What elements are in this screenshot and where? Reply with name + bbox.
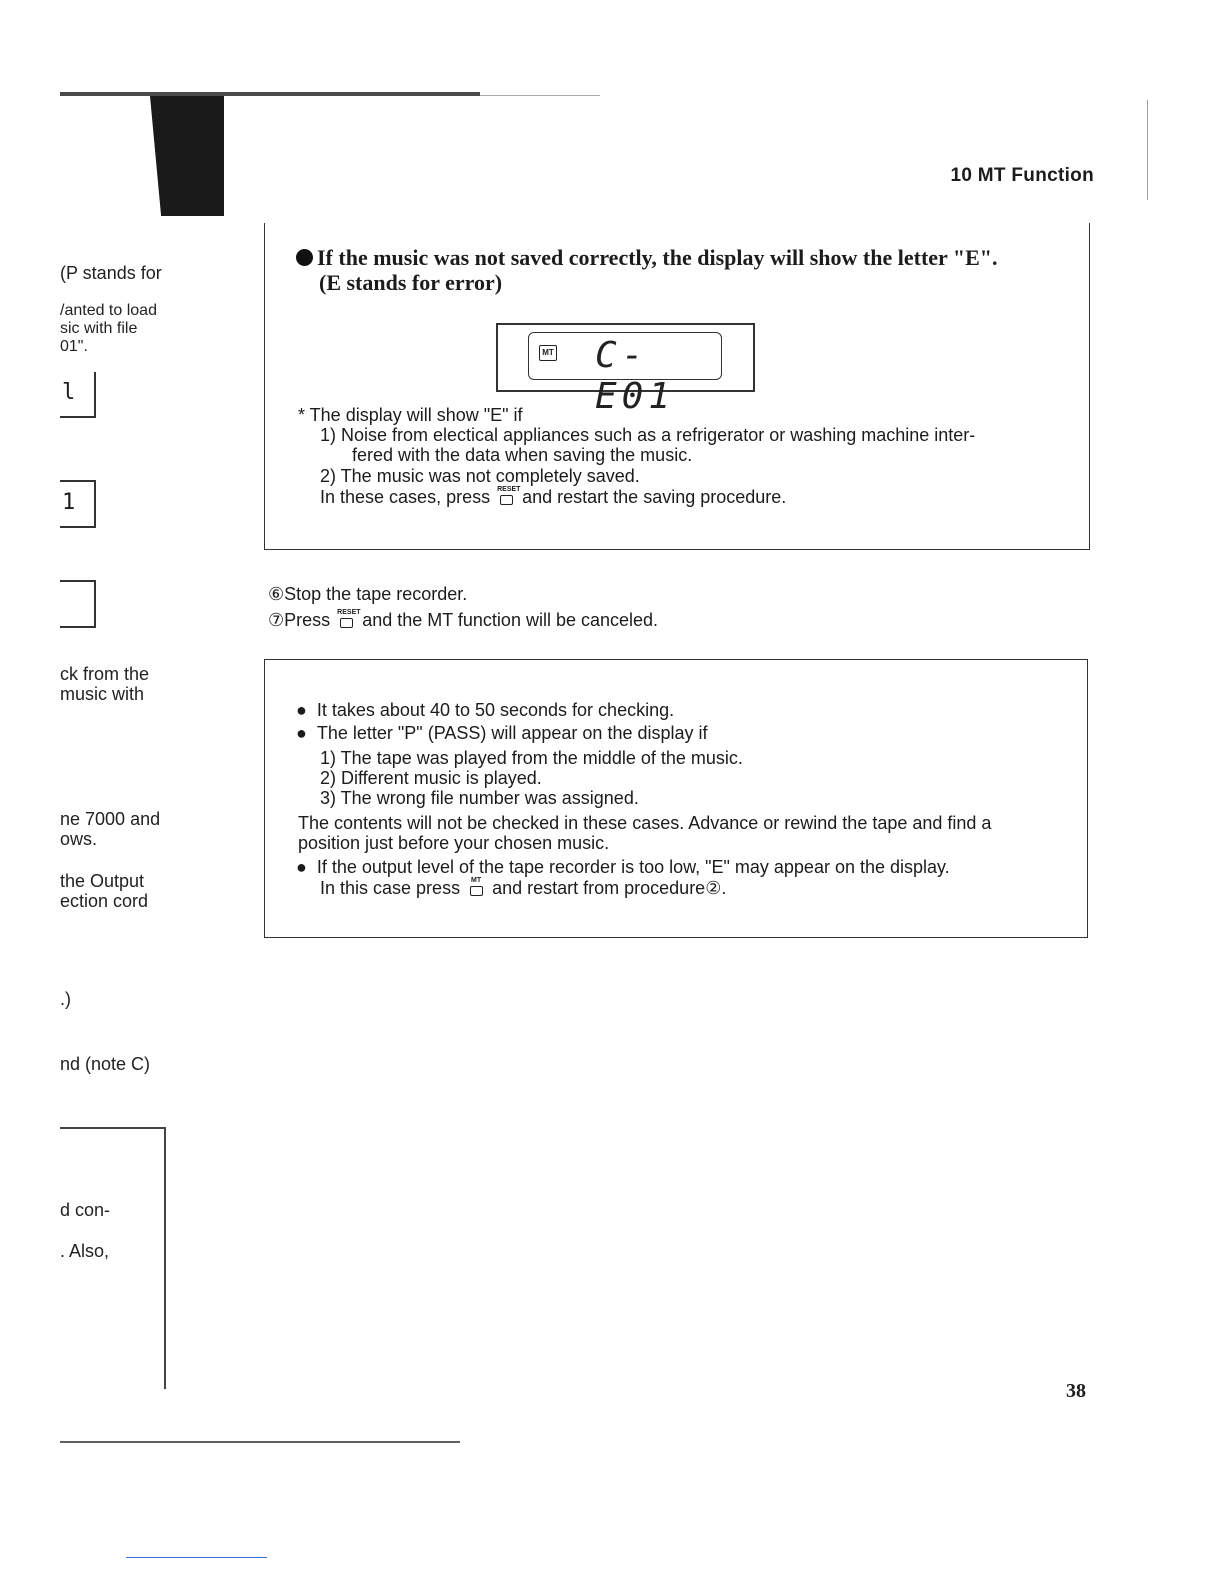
section-tab-marker (150, 96, 224, 216)
left-fragment: ne 7000 and (60, 809, 161, 829)
reset-button-label: RESET (497, 486, 521, 493)
error-action-text: and restart the saving procedure. (522, 487, 787, 507)
pass-condition-3: 3) The wrong file number was assigned. (320, 788, 639, 808)
lcd-readout: C-E01 (595, 335, 676, 417)
bullet-icon: ● (296, 723, 317, 743)
left-lcd-char: l (62, 380, 76, 405)
mt-indicator-icon: MT (539, 345, 557, 361)
note-2 (296, 723, 708, 743)
mt-key-shape (470, 886, 483, 896)
notes-paragraph-cont: position just before your chosen music. (298, 833, 610, 853)
top-edge-line-faint (480, 95, 600, 96)
section-header: 10 MT Function (950, 165, 1094, 186)
left-fragment: nd (note C) (60, 1054, 151, 1074)
left-fragment: the Output (60, 871, 145, 891)
step-7-text: ⑦Press (268, 610, 331, 630)
step-7-text: and the MT function will be canceled. (362, 610, 659, 630)
bottom-rule (126, 1557, 267, 1558)
bullet-icon: ● (296, 857, 317, 877)
note-3-text: If the output level of the tape recorder is too low, "E" may appear on the display. (316, 857, 950, 877)
reset-button-label: RESET (337, 609, 361, 616)
error-reason-1: 1) Noise from electical appliances such as a refrigerator or washing machine inter- (320, 425, 976, 445)
lcd-screen (528, 332, 722, 417)
lcd-display (496, 323, 755, 417)
note-3 (296, 857, 950, 877)
left-lcd-char: 1 (62, 490, 76, 515)
left-fragment: (P stands for (60, 263, 162, 283)
right-edge-line (1147, 100, 1148, 200)
notes-paragraph: The contents will not be checked in these cases. Advance or rewind the tape and find a (298, 813, 992, 833)
left-fragment: . Also, (60, 1241, 110, 1261)
note-3-cont-text: In this case press (320, 878, 461, 898)
error-reason-2: 2) The music was not completely saved. (320, 466, 640, 486)
note-3-cont (320, 878, 726, 898)
error-action (320, 487, 786, 507)
bottom-edge-line (60, 1441, 460, 1443)
mt-button-label: MT (471, 877, 482, 884)
note-1 (296, 700, 674, 720)
note-1-text: It takes about 40 to 50 seconds for checking. (316, 700, 675, 720)
left-lcd-fragment (60, 580, 96, 628)
page-number: 38 (1066, 1380, 1086, 1402)
note-3-cont-text: and restart from procedure②. (492, 878, 727, 898)
error-subheading: (E stands for error) (319, 270, 503, 295)
note-2-text: The letter "P" (PASS) will appear on the display if (316, 723, 708, 743)
left-fragment: /anted to load (60, 302, 157, 319)
left-fragment: 01". (60, 338, 88, 355)
left-fragment: d con- (60, 1200, 111, 1220)
left-fragment: ows. (60, 829, 98, 849)
reset-button-icon (337, 609, 361, 628)
bullet-icon: ● (296, 700, 317, 720)
step-7 (268, 610, 658, 630)
reset-key-shape (340, 618, 353, 628)
mt-button-icon (467, 879, 485, 896)
left-lcd-fragment (60, 480, 96, 528)
top-edge-line (60, 92, 480, 96)
left-fragment: music with (60, 684, 145, 704)
error-note-intro: * The display will show "E" if (298, 405, 523, 425)
error-reason-1-cont: fered with the data when saving the music. (352, 445, 693, 465)
bullet-icon (296, 249, 313, 266)
reset-button-icon (497, 486, 521, 505)
error-action-text: In these cases, press (320, 487, 491, 507)
left-fragment: .) (60, 989, 71, 1009)
left-fragment: ck from the (60, 664, 150, 684)
left-lcd-fragment (60, 372, 96, 418)
left-fragment: ection cord (60, 891, 149, 911)
pass-condition-1: 1) The tape was played from the middle of the music. (320, 748, 743, 768)
pass-condition-2: 2) Different music is played. (320, 768, 542, 788)
error-heading-text: If the music was not saved correctly, the display will show the letter "E". (317, 245, 998, 270)
step-6: ⑥Stop the tape recorder. (268, 584, 468, 604)
error-heading (296, 245, 998, 270)
reset-key-shape (500, 495, 513, 505)
left-fragment: sic with file (60, 320, 138, 337)
